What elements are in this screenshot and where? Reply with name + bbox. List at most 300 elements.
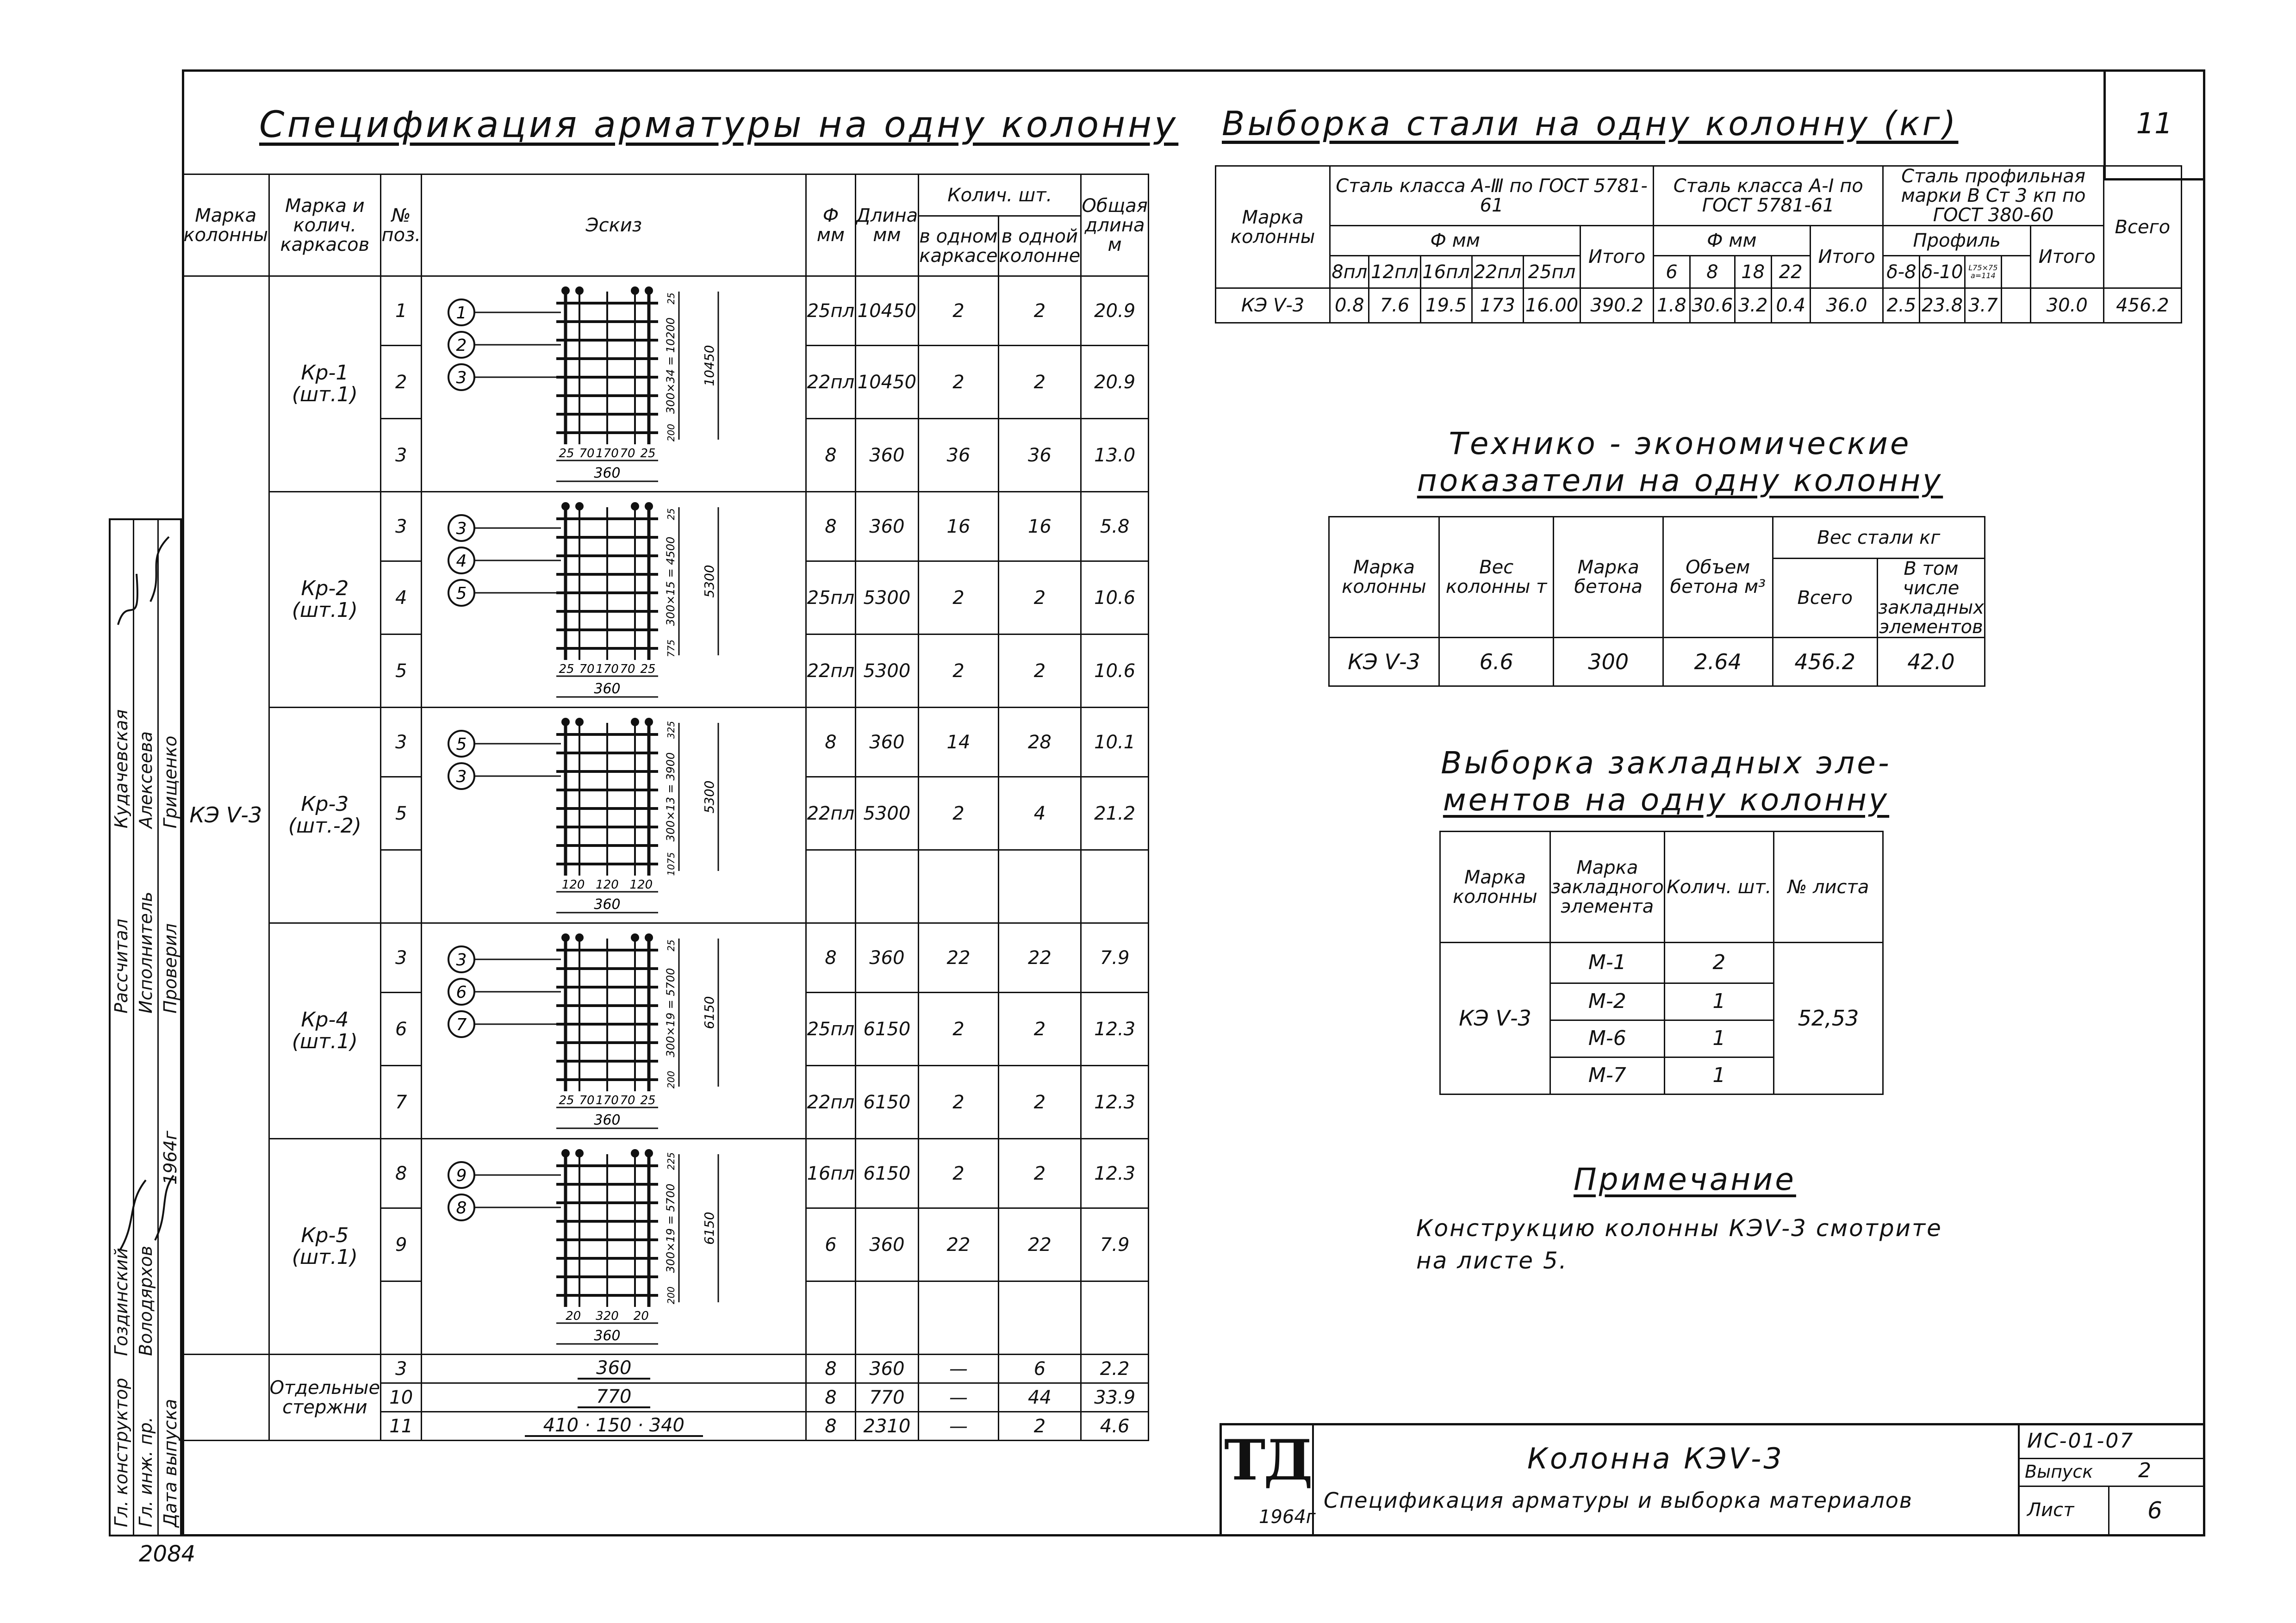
side-name-1: Гоздинский <box>111 1248 131 1356</box>
tech-h-all: Всего <box>1773 559 1877 638</box>
dim-part: 25 <box>559 662 574 676</box>
qty-frame: 2 <box>919 1139 998 1208</box>
cage-drawing <box>422 278 805 491</box>
steel-a3-value: 173 <box>1472 288 1523 323</box>
pos-number: 11 <box>381 1412 422 1441</box>
frame-count: (шт.1) <box>292 1029 358 1053</box>
qty-column: 28 <box>998 708 1081 777</box>
steel-h-itogo-prof: Итого <box>2030 226 2103 288</box>
pos-number: 3 <box>381 708 422 777</box>
steel-title: Выборка стали на одну колонну (кг) <box>1222 104 1959 143</box>
steel-a3-value: 7.6 <box>1369 288 1420 323</box>
embed-el: М-1 <box>1550 943 1664 983</box>
frame-mark <box>269 1139 381 1355</box>
stamp-hline-2 <box>2018 1486 2205 1487</box>
column-mark-empty <box>183 1355 269 1441</box>
tech-h-volume: Объем бетона м³ <box>1663 517 1773 638</box>
bar-end <box>561 933 570 942</box>
frame-count: (шт.1) <box>292 1245 358 1269</box>
qty-frame: 2 <box>919 1066 998 1139</box>
steel-a1-total: 36.0 <box>1810 288 1883 323</box>
side-role2-3: Проверил <box>160 923 180 1014</box>
bar-diameter: 25пл <box>806 561 855 634</box>
total-length-empty <box>1081 850 1149 923</box>
embed-el: М-7 <box>1550 1057 1664 1094</box>
bar-end <box>645 1149 653 1157</box>
steel-prof-size: δ-10 <box>1920 256 1965 288</box>
spec-table <box>182 174 1149 1441</box>
cage-drawing <box>422 925 805 1138</box>
bar-diameter: 8 <box>806 492 855 561</box>
bar-diameter: 25пл <box>806 993 855 1066</box>
total-length: 10.1 <box>1081 708 1149 777</box>
qty-frame: 2 <box>919 346 998 419</box>
embed-qty: 1 <box>1664 983 1773 1020</box>
side-role-3: Дата выпуска <box>160 1399 180 1527</box>
dim-width: 360 <box>594 1112 621 1128</box>
steel-a3-value: 0.8 <box>1330 288 1369 323</box>
qty-frame-empty <box>919 850 998 923</box>
dim-length: 6150 <box>702 1211 717 1245</box>
cage-drawing <box>422 1140 805 1353</box>
bar-length: 6150 <box>855 993 919 1066</box>
dim-end-top: 25 <box>666 939 677 951</box>
steel-prof-size: L75×75 a=114 <box>1965 256 2001 288</box>
stamp-vline <box>2108 1486 2109 1536</box>
stamp-code: ИС-01-07 <box>2027 1429 2134 1453</box>
steel-a3-size: 12пл <box>1369 256 1420 288</box>
bar-sketch <box>422 1412 806 1441</box>
bar-length: 6150 <box>855 1066 919 1139</box>
total-length: 20.9 <box>1081 276 1149 346</box>
pos-number-empty <box>381 1281 422 1355</box>
bar-diameter: 22пл <box>806 634 855 708</box>
h-pos: № поз. <box>381 174 422 276</box>
side-name2-3: Грищенко <box>160 735 180 828</box>
frame-mark <box>269 492 381 708</box>
spec-body <box>183 276 1149 1441</box>
bar-end <box>561 502 570 510</box>
bar-end <box>645 718 653 726</box>
qty-frame: 2 <box>919 561 998 634</box>
qty-frame: 2 <box>919 777 998 850</box>
embed-title-2: ментов на одну колонну <box>1443 782 1890 818</box>
qty-frame-empty <box>919 1281 998 1355</box>
dim-end-bottom: 200 <box>666 1070 677 1088</box>
frame-mark <box>269 708 381 923</box>
pos-number: 3 <box>381 1355 422 1383</box>
dim-width: 360 <box>594 896 621 913</box>
steel-prof-value: 3.7 <box>1965 288 2001 323</box>
dim-part: 25 <box>559 446 574 460</box>
h-qty-column: в одной колонне <box>998 216 1081 276</box>
tech-h-concrete: Марка бетона <box>1554 517 1663 638</box>
qty-column: 22 <box>998 1208 1081 1281</box>
callout-number: 4 <box>456 551 467 571</box>
side-name2-2: Алексеева <box>136 731 156 828</box>
bar-diameter: 8 <box>806 708 855 777</box>
bar-end <box>631 718 639 726</box>
total-length: 7.9 <box>1081 1208 1149 1281</box>
total-length: 20.9 <box>1081 346 1149 419</box>
callout-number: 3 <box>456 767 467 786</box>
dim-part: 25 <box>640 1093 656 1107</box>
total-length: 21.2 <box>1081 777 1149 850</box>
total-length: 4.6 <box>1081 1412 1149 1441</box>
bar-length-empty <box>855 1281 919 1355</box>
tech-concrete: 300 <box>1554 638 1663 686</box>
bar-length: 360 <box>855 923 919 993</box>
bar-length: 770 <box>855 1383 919 1412</box>
steel-h-a1: Сталь класса А-Ⅰ по ГОСТ 5781-61 <box>1654 166 1883 226</box>
steel-a1-size: 18 <box>1735 256 1771 288</box>
total-length: 5.8 <box>1081 492 1149 561</box>
steel-a3-size: 8пл <box>1330 256 1369 288</box>
h-total-length: Общая длина м <box>1081 174 1149 276</box>
dim-part: 25 <box>559 1093 574 1107</box>
total-length: 2.2 <box>1081 1355 1149 1383</box>
separate-label: Отдельные стержни <box>269 1355 381 1441</box>
dim-part: 70 <box>579 1093 595 1107</box>
side-date: 1964г <box>160 1131 180 1185</box>
dim-part: 70 <box>579 446 595 460</box>
dim-end-bottom: 775 <box>666 639 677 657</box>
bar-diameter: 8 <box>806 1355 855 1383</box>
dim-part: 20 <box>634 1309 649 1323</box>
bar-length: 5300 <box>855 634 919 708</box>
dim-part: 70 <box>620 446 635 460</box>
steel-h-mark: Марка колонны <box>1216 166 1330 288</box>
total-length: 7.9 <box>1081 923 1149 993</box>
dim-spacing: 300×15 = 4500 <box>664 536 678 626</box>
dim-spacing: 300×19 = 5700 <box>664 968 678 1057</box>
embed-mark: КЭ Ⅴ-3 <box>1440 943 1550 1094</box>
qty-frame: 14 <box>919 708 998 777</box>
bar-end <box>631 286 639 295</box>
embed-h-sheet: № листа <box>1774 832 1883 943</box>
corner-code: 2084 <box>139 1541 196 1567</box>
bar-length: 360 <box>855 708 919 777</box>
bar-sketch-dim: 360 <box>578 1358 650 1380</box>
steel-a3-size: 22пл <box>1472 256 1523 288</box>
frame-count: (шт.1) <box>292 382 358 406</box>
tech-table <box>1328 516 1985 687</box>
pos-number: 3 <box>381 492 422 561</box>
note-text-2: на листе 5. <box>1416 1247 1568 1274</box>
dim-part: 170 <box>596 662 619 676</box>
bar-end <box>561 286 570 295</box>
stamp-line1: Колонна КЭⅤ-3 <box>1527 1442 1784 1475</box>
stamp-issue: 2 <box>2138 1459 2151 1482</box>
dim-part: 320 <box>596 1309 619 1323</box>
callout-number: 8 <box>456 1198 467 1218</box>
dim-part: 70 <box>579 662 595 676</box>
callout-number: 9 <box>456 1166 467 1185</box>
h-col-mark: Марка колонны <box>183 174 269 276</box>
pos-number: 7 <box>381 1066 422 1139</box>
dim-end-top: 25 <box>666 508 677 520</box>
dim-part: 25 <box>640 446 656 460</box>
qty-column: 2 <box>998 276 1081 346</box>
steel-table <box>1215 165 2182 323</box>
steel-prof-value: 2.5 <box>1883 288 1920 323</box>
bar-sketch <box>422 1355 806 1383</box>
bar-length: 360 <box>855 1208 919 1281</box>
pos-number: 4 <box>381 561 422 634</box>
qty-column: 2 <box>998 561 1081 634</box>
steel-h-prof: Сталь профильная марки В Ст 3 кп по ГОСТ 380-60 <box>1883 166 2103 226</box>
dim-length: 10450 <box>702 344 717 386</box>
bar-length-empty <box>855 850 919 923</box>
side-signatures <box>109 518 182 1536</box>
bar-end <box>561 1149 570 1157</box>
pos-number: 1 <box>381 276 422 346</box>
steel-h-phi-a3: Ф мм <box>1330 226 1580 256</box>
frame-name: Кр-5 <box>301 1224 349 1248</box>
pos-number: 2 <box>381 346 422 419</box>
qty-frame: — <box>919 1383 998 1412</box>
steel-prof-size: δ-8 <box>1883 256 1920 288</box>
qty-frame: 2 <box>919 276 998 346</box>
frame-name: Кр-4 <box>301 1008 349 1032</box>
dim-part: 120 <box>596 877 619 892</box>
steel-a1-value: 3.2 <box>1735 288 1771 323</box>
embed-h-qty: Колич. шт. <box>1664 832 1773 943</box>
bar-length: 10450 <box>855 276 919 346</box>
bar-length: 360 <box>855 1355 919 1383</box>
callout-number: 5 <box>456 734 467 754</box>
bar-diameter: 22пл <box>806 777 855 850</box>
dim-end-top: 25 <box>666 292 677 305</box>
embed-el: М-6 <box>1550 1020 1664 1057</box>
total-length: 33.9 <box>1081 1383 1149 1412</box>
steel-a1-value: 0.4 <box>1771 288 1810 323</box>
qty-frame: — <box>919 1412 998 1441</box>
bar-length: 5300 <box>855 777 919 850</box>
embed-sheet: 52,53 <box>1774 943 1883 1094</box>
qty-column: 6 <box>998 1355 1081 1383</box>
pos-number-empty <box>381 850 422 923</box>
qty-column-empty <box>998 1281 1081 1355</box>
embed-table <box>1439 831 1884 1095</box>
dim-spacing: 300×13 = 3900 <box>664 752 678 841</box>
steel-a1-value: 30.6 <box>1690 288 1735 323</box>
bar-length: 360 <box>855 492 919 561</box>
steel-a1-value: 1.8 <box>1654 288 1690 323</box>
steel-a3-size: 25пл <box>1523 256 1580 288</box>
embed-el: М-2 <box>1550 983 1664 1020</box>
dim-part: 170 <box>596 1093 619 1107</box>
callout-number: 2 <box>456 336 467 355</box>
total-length-empty <box>1081 1281 1149 1355</box>
side-role-1: Гл. конструктор <box>111 1378 131 1527</box>
page-number: 11 <box>2136 106 2173 140</box>
tech-all: 456.2 <box>1773 638 1877 686</box>
stamp-line2: Спецификация арматуры и выборка материалов <box>1324 1488 1913 1513</box>
bar-sketch-dim: 770 <box>578 1387 650 1408</box>
qty-column: 2 <box>998 346 1081 419</box>
total-length: 12.3 <box>1081 993 1149 1066</box>
note-title: Примечание <box>1574 1162 1796 1197</box>
steel-prof-empty <box>2001 288 2030 323</box>
qty-frame: 16 <box>919 492 998 561</box>
tech-h-mark: Марка колонны <box>1329 517 1439 638</box>
cage-drawing <box>422 709 805 922</box>
dim-end-bottom: 200 <box>666 1286 677 1304</box>
column-mark: КЭ Ⅴ-3 <box>183 276 269 1355</box>
stamp-sheet: 6 <box>2147 1497 2162 1524</box>
bar-diameter: 25пл <box>806 276 855 346</box>
frame-mark <box>269 923 381 1139</box>
pos-number: 10 <box>381 1383 422 1412</box>
dim-part: 25 <box>640 662 656 676</box>
dim-width: 360 <box>594 680 621 697</box>
stamp-sheet-label: Лист <box>2027 1499 2074 1521</box>
h-sketch: Эскиз <box>422 174 806 276</box>
steel-h-itogo-a1: Итого <box>1810 226 1883 288</box>
bar-diameter: 6 <box>806 1208 855 1281</box>
bar-diameter: 8 <box>806 1412 855 1441</box>
tech-title-2: показатели на одну колонну <box>1417 463 1943 498</box>
callout-number: 3 <box>456 950 467 970</box>
bar-diameter: 8 <box>806 1383 855 1412</box>
dim-end-top: 325 <box>666 721 677 739</box>
embed-qty: 1 <box>1664 1020 1773 1057</box>
dim-end-top: 225 <box>666 1152 677 1170</box>
dim-part: 70 <box>620 1093 635 1107</box>
embed-qty: 2 <box>1664 943 1773 983</box>
bar-diameter-empty <box>806 850 855 923</box>
frame-name: Кр-1 <box>301 361 349 385</box>
dim-length: 5300 <box>702 564 717 598</box>
pos-number: 3 <box>381 923 422 993</box>
bar-end <box>645 502 653 510</box>
steel-a1-size: 6 <box>1654 256 1690 288</box>
bar-diameter: 16пл <box>806 1139 855 1208</box>
bar-end <box>575 718 584 726</box>
bar-sketch-dim: 410 · 150 · 340 <box>525 1416 703 1437</box>
cage-drawing <box>422 493 805 706</box>
callout-number: 6 <box>456 983 467 1002</box>
qty-frame: 36 <box>919 419 998 492</box>
stamp-year: 1964г <box>1259 1506 1316 1528</box>
steel-h-total: Всего <box>2103 166 2181 288</box>
total-length: 12.3 <box>1081 1066 1149 1139</box>
pos-number: 8 <box>381 1139 422 1208</box>
h-qty-frame: в одном каркасе <box>919 216 998 276</box>
h-qty: Колич. шт. <box>919 174 1081 216</box>
embed-qty: 1 <box>1664 1057 1773 1094</box>
embed-h-el: Марка закладного элемента <box>1550 832 1664 943</box>
qty-column: 2 <box>998 1066 1081 1139</box>
bar-end <box>575 502 584 510</box>
qty-column: 4 <box>998 777 1081 850</box>
tech-h-incl: В том числе закладных элементов <box>1878 558 1984 638</box>
steel-a1-size: 22 <box>1771 256 1810 288</box>
steel-h-itogo-a3: Итого <box>1580 226 1654 288</box>
callout-number: 5 <box>456 584 467 603</box>
qty-column: 44 <box>998 1383 1081 1412</box>
tech-title-1: Технико - экономические <box>1449 426 1911 461</box>
frame-name: Кр-2 <box>301 577 349 601</box>
dim-width: 360 <box>594 465 621 481</box>
steel-a3-size: 16пл <box>1420 256 1472 288</box>
tech-mark: КЭ Ⅴ-3 <box>1329 638 1439 686</box>
dim-part: 70 <box>620 662 635 676</box>
tech-h-weight: Вес колонны т <box>1439 517 1554 638</box>
bar-end <box>645 286 653 295</box>
qty-frame: — <box>919 1355 998 1383</box>
qty-frame: 22 <box>919 923 998 993</box>
h-frame-mark: Марка и колич. каркасов <box>269 174 381 276</box>
embed-title-1: Выборка закладных эле- <box>1441 745 1892 781</box>
qty-column: 16 <box>998 492 1081 561</box>
steel-total: 456.2 <box>2103 288 2181 323</box>
bar-sketch <box>422 1383 806 1412</box>
bar-end <box>575 1149 584 1157</box>
bar-diameter-empty <box>806 1281 855 1355</box>
qty-column: 2 <box>998 993 1081 1066</box>
bar-diameter: 22пл <box>806 1066 855 1139</box>
frame-count: (шт.-2) <box>288 814 361 838</box>
frame-name: Кр-3 <box>301 792 349 816</box>
side-role2-2: Исполнитель <box>136 891 156 1014</box>
stamp-hline-1 <box>2018 1458 2205 1459</box>
bar-end <box>631 933 639 942</box>
callout-number: 7 <box>456 1015 467 1034</box>
dim-part: 120 <box>629 877 653 892</box>
frame-sketch <box>422 708 806 923</box>
pos-number: 5 <box>381 777 422 850</box>
bar-diameter: 8 <box>806 923 855 993</box>
steel-a3-value: 16.00 <box>1523 288 1580 323</box>
qty-frame: 2 <box>919 993 998 1066</box>
qty-frame: 2 <box>919 634 998 708</box>
dim-length: 6150 <box>702 995 717 1029</box>
dim-end-bottom: 1075 <box>666 852 677 876</box>
dim-part: 20 <box>566 1309 581 1323</box>
callout-number: 1 <box>456 303 467 323</box>
steel-a1-size: 8 <box>1690 256 1735 288</box>
stamp-logo: ТД <box>1224 1428 1311 1493</box>
tech-h-steel: Вес стали кг <box>1773 517 1985 559</box>
steel-prof-total: 30.0 <box>2030 288 2103 323</box>
frame-sketch <box>422 492 806 708</box>
pos-number: 5 <box>381 634 422 708</box>
bar-end <box>645 933 653 942</box>
bar-length: 10450 <box>855 346 919 419</box>
frame-sketch <box>422 1139 806 1355</box>
frame-sketch <box>422 923 806 1139</box>
bar-end <box>575 933 584 942</box>
callout-number: 3 <box>456 368 467 387</box>
qty-column: 2 <box>998 1139 1081 1208</box>
total-length: 10.6 <box>1081 561 1149 634</box>
steel-prof-size-empty <box>2001 256 2030 288</box>
dim-spacing: 300×19 = 5700 <box>664 1183 678 1273</box>
pos-number: 9 <box>381 1208 422 1281</box>
dim-length: 5300 <box>702 780 717 814</box>
bar-diameter: 22пл <box>806 346 855 419</box>
h-diameter: Ф мм <box>806 174 855 276</box>
total-length: 12.3 <box>1081 1139 1149 1208</box>
h-length: Длина мм <box>855 174 919 276</box>
qty-frame: 22 <box>919 1208 998 1281</box>
frame-sketch <box>422 276 806 492</box>
bar-diameter: 8 <box>806 419 855 492</box>
qty-column: 2 <box>998 634 1081 708</box>
callout-number: 3 <box>456 519 467 538</box>
